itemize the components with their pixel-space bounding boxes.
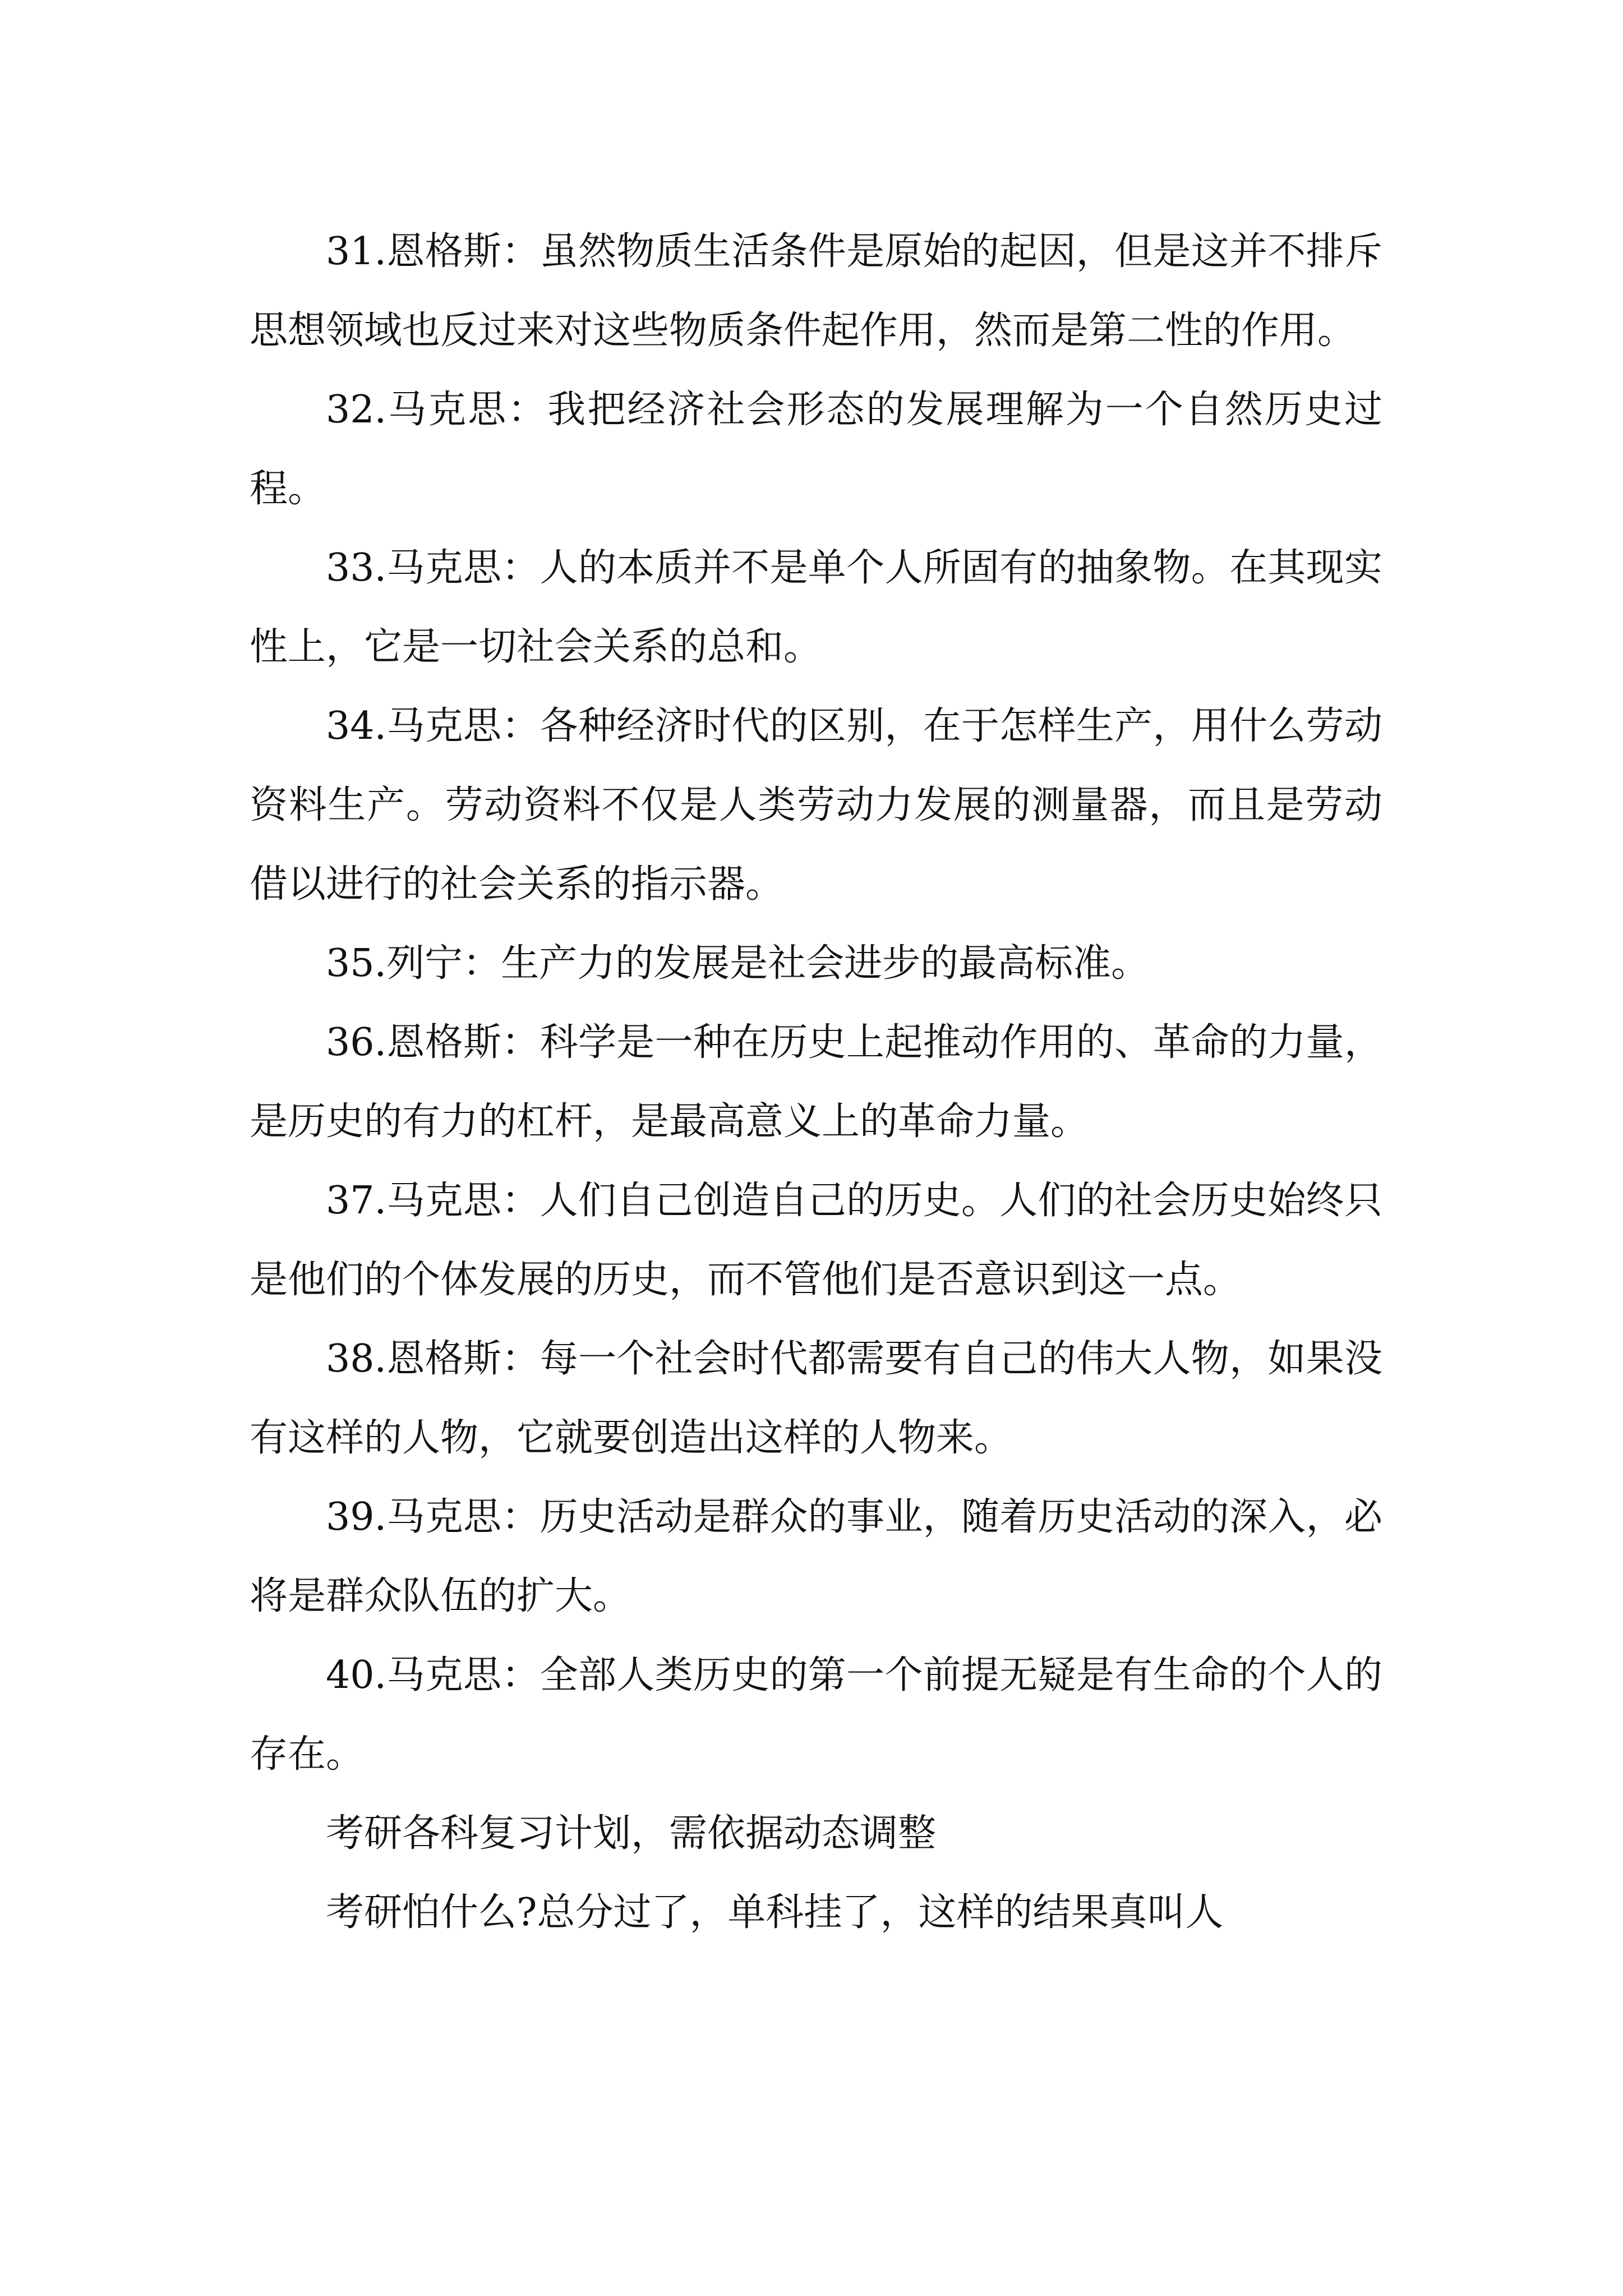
body-paragraph: 考研怕什么?总分过了，单科挂了，这样的结果真叫人 [326, 1890, 1224, 1935]
quote-36: 36.恩格斯：科学是一种在历史上起推动作用的、革命的力量，是历史的有力的杠杆，是最高意义上的革命力量。 [250, 1020, 1382, 1144]
quote-31: 31.恩格斯：虽然物质生活条件是原始的起因，但是这并不排斥思想领域也反过来对这些物质条件起作用，然而是第二性的作用。 [250, 229, 1382, 353]
quote-33: 33.马克思：人的本质并不是单个人所固有的抽象物。在其现实性上，它是一切社会关系的总和。 [250, 546, 1382, 669]
quote-40: 40.马克思：全部人类历史的第一个前提无疑是有生命的个人的存在。 [250, 1653, 1382, 1777]
document-body [250, 212, 1382, 1952]
quote-34: 34.马克思：各种经济时代的区别，在于怎样生产，用什么劳动资料生产。劳动资料不仅是人类劳动力发展的测量器，而且是劳动借以进行的社会关系的指示器。 [250, 704, 1382, 907]
quote-37: 37.马克思：人们自己创造自己的历史。人们的社会历史始终只是他们的个体发展的历史，而不管他们是否意识到这一点。 [250, 1179, 1382, 1302]
quote-38: 38.恩格斯：每一个社会时代都需要有自己的伟大人物，如果没有这样的人物，它就要创造出这样的人物来。 [250, 1337, 1382, 1460]
quote-32: 32.马克思：我把经济社会形态的发展理解为一个自然历史过程。 [250, 388, 1382, 511]
section-heading: 考研各科复习计划，需依据动态调整 [326, 1811, 937, 1856]
quote-35: 35.列宁：生产力的发展是社会进步的最高标准。 [326, 941, 1150, 986]
quote-39: 39.马克思：历史活动是群众的事业，随着历史活动的深入，必将是群众队伍的扩大。 [250, 1495, 1382, 1618]
